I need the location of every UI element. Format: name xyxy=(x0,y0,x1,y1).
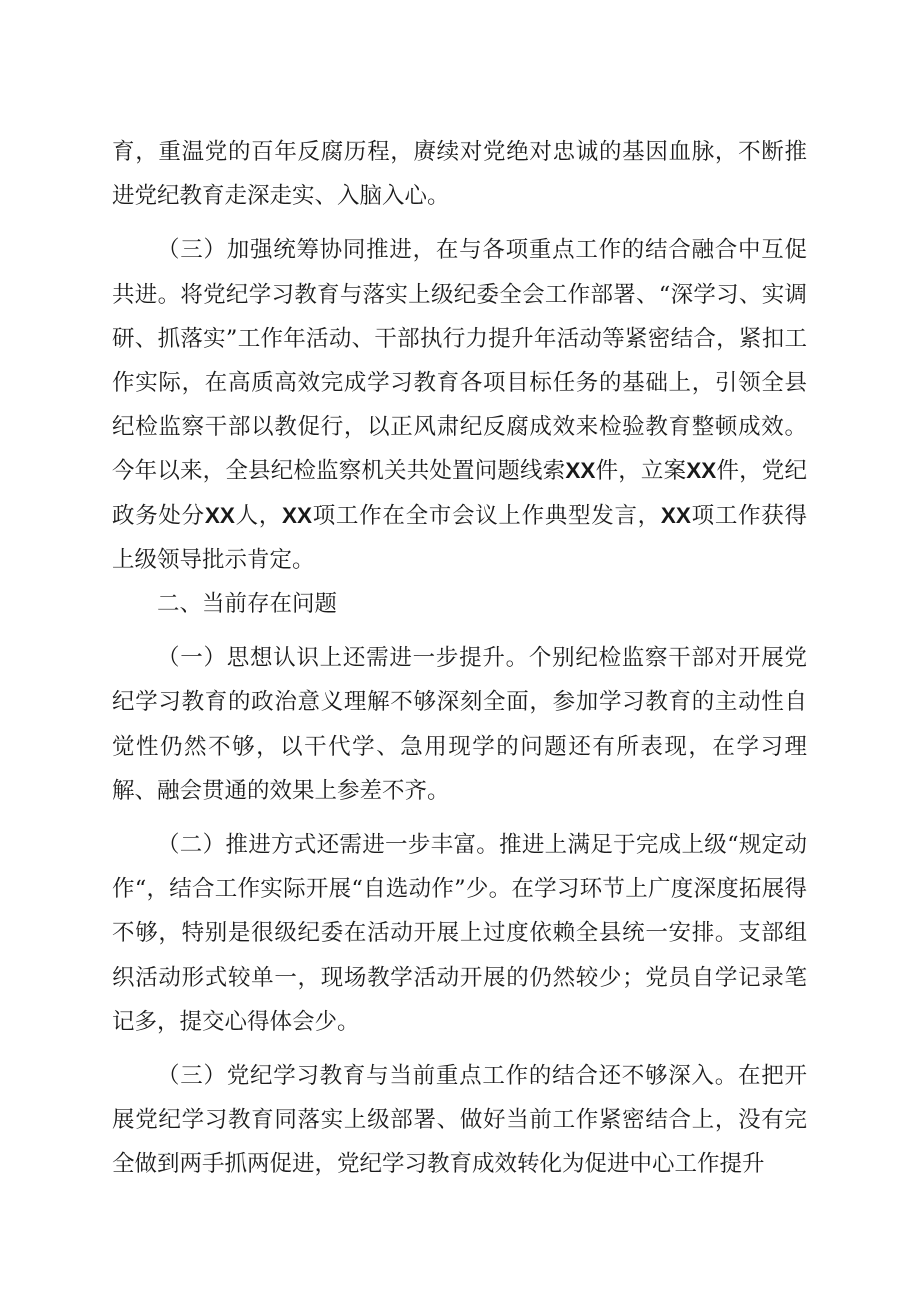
paragraph-text: （一）思想认识上还需进一步提升。个别纪检监察干部对开展党纪学习教育的政治意义理解不够深刻全面，参加学习教育的主动性自觉性仍然不够，以干代学、急用现学的问题还有所表现，在学习理解、融会贯通的效果上参差不齐。 xyxy=(112,645,807,804)
paragraph-problem-2 xyxy=(112,823,807,1044)
paragraph-text: （三）党纪学习教育与当前重点工作的结合还不够深入。在把开展党纪学习教育同落实上级部署、做好当前工作紧密结合上，没有完全做到两手抓两促进，党纪学习教育成效转化为促进中心工作提升 xyxy=(112,1063,807,1178)
section-heading-current-problems xyxy=(112,582,807,626)
paragraph-text: 项工作获得上级领导批示肯定。 xyxy=(112,502,807,573)
paragraph-text: 项工作在全市会议上作典型发言， xyxy=(312,502,661,529)
paragraph-problem-1 xyxy=(112,636,807,813)
paragraph-text: 人， xyxy=(234,502,282,529)
placeholder-count-approvals: XX xyxy=(660,502,691,528)
heading-text: 二、当前存在问题 xyxy=(157,591,338,618)
placeholder-count-cases: XX xyxy=(686,458,717,484)
paragraph-text: 件，党纪政务处分 xyxy=(112,458,807,529)
placeholder-count-clues: XX xyxy=(565,458,596,484)
document-body xyxy=(112,130,807,1187)
paragraph-continuation xyxy=(112,130,807,218)
paragraph-problem-3 xyxy=(112,1054,807,1187)
paragraph-text: （三）加强统筹协同推进，在与各项重点工作的结合融合中互促共进。将党纪学习教育与落实上级纪委全会工作部署、“深学习、实调研、抓落实”工作年活动、干部执行力提升年活动等紧密结合，紧扣工作实际，在高质高效完成学习教育各项目标任务的基础上，引领全县纪检监察干部以教促行，以正风肃纪反腐成效来检验教育整顿成效。今年以来，全县纪检监察机关共处置问题线索 xyxy=(112,237,807,485)
placeholder-count-speeches: XX xyxy=(282,502,313,528)
paragraph-text: 育，重温党的百年反腐历程，赓续对党绝对忠诚的基因血脉，不断推进党纪教育走深走实、入脑入心。 xyxy=(112,139,807,210)
paragraph-text: （二）推进方式还需进一步丰富。推进上满足于完成上级“规定动作“，结合工作实际开展“自选动作”少。在学习环节上广度深度拓展得不够，特别是很级纪委在活动开展上过度依赖全县统一安排。支部组织活动形式较单一，现场教学活动开展的仍然较少；党员自学记录笔记多，提交心得体会少。 xyxy=(112,832,807,1035)
paragraph-section-3-coordination xyxy=(112,228,807,582)
placeholder-count-punished: XX xyxy=(204,502,235,528)
paragraph-text: 件，立案 xyxy=(595,458,687,485)
